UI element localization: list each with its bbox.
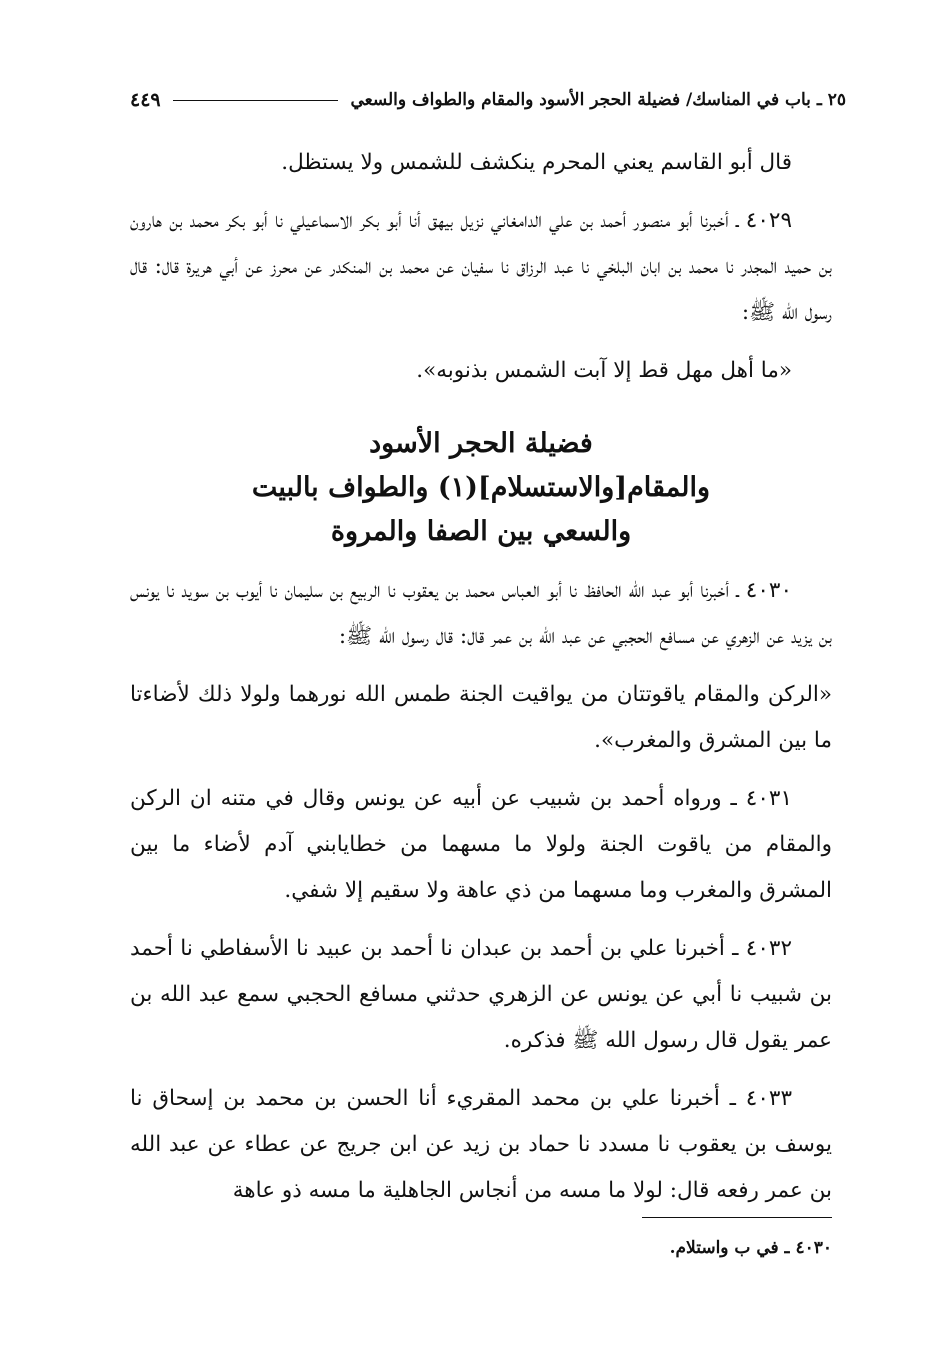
footnote: ٤٠٣٠ ـ في ب واستلام. [669, 1238, 832, 1258]
paragraph-1: قال أبو القاسم يعني المحرم ينكشف للشمس ولا يستظل. [281, 150, 792, 175]
hadith-4029: ٤٠٢٩ ـ أخبرنا أبو منصور أحمد بن علي الدامغاني نزيل بيهق أنا أبو بكر الاسماعيلي نا أبو بكر محمد بن هارون بن حميد المجدر نا محمد بن ابان البلخي نا عبد الرزاق نا سفيان عن محمد بن المنكدر عن محرز عن أبي هريرة قال: قال رسول الله ﷺ: [130, 208, 832, 325]
page-number: ٤٤٩ [130, 89, 161, 111]
section-heading-line-1: فضيلة الحجر الأسود [369, 428, 593, 459]
section-heading-line-2: والمقام[والاستسلام](١) والطواف بالبيت [251, 472, 711, 503]
footnote-rule [642, 1217, 832, 1218]
section-heading [130, 422, 832, 554]
hadith-4030: ٤٠٣٠ ـ أخبرنا أبو عبد الله الحافظ نا أبو العباس محمد بن يعقوب نا الربيع بن سليمان نا أيوب بن سويد نا يونس بن يزيد عن الزهري عن مسافع الحجبي عن عبد الله بن عمر قال: قال رسول الله ﷺ: [130, 578, 832, 649]
hadith-4029-text: «ما أهل مهل قط إلا آبت الشمس بذنوبه». [416, 358, 792, 383]
hadith-4030-text: «الركن والمقام ياقوتتان من يواقيت الجنة طمس الله نورهما ولولا ذلك لأضاءتا ما بين المشرق والمغرب». [130, 682, 832, 753]
page-header [130, 78, 846, 122]
hadith-4033: ٤٠٣٣ ـ أخبرنا علي بن محمد المقريء أنا الحسن بن محمد بن إسحاق نا يوسف بن يعقوب نا مسدد نا حماد بن زيد عن ابن جريج عن عطاء عن عبد الله بن عمر رفعه قال: لولا ما مسه من أنجاس الجاهلية ما مسه ذو عاهة [130, 1086, 832, 1203]
running-head: ٢٥ ـ باب في المناسك/ فضيلة الحجر الأسود والمقام والطواف والسعي [350, 90, 846, 110]
section-heading-line-3: والسعي بين الصفا والمروة [330, 516, 632, 547]
main-text [130, 140, 832, 1226]
hadith-4032: ٤٠٣٢ ـ أخبرنا علي بن أحمد بن عبدان نا أحمد بن عبيد نا الأسفاطي نا أحمد بن شبيب نا أبي عن يونس عن الزهري حدثني مسافع الحجبي سمع عبد الله بن عمر يقول قال رسول الله ﷺ فذكره. [130, 936, 832, 1053]
header-rule [173, 100, 339, 101]
hadith-4031: ٤٠٣١ ـ ورواه أحمد بن شبيب عن أبيه عن يونس وقال في متنه ان الركن والمقام من ياقوت الجنة ولولا ما مسهما من خطايابني آدم لأضاء ما بين المشرق والمغرب وما مسهما من ذي عاهة ولا سقيم إلا شفي. [130, 786, 832, 903]
